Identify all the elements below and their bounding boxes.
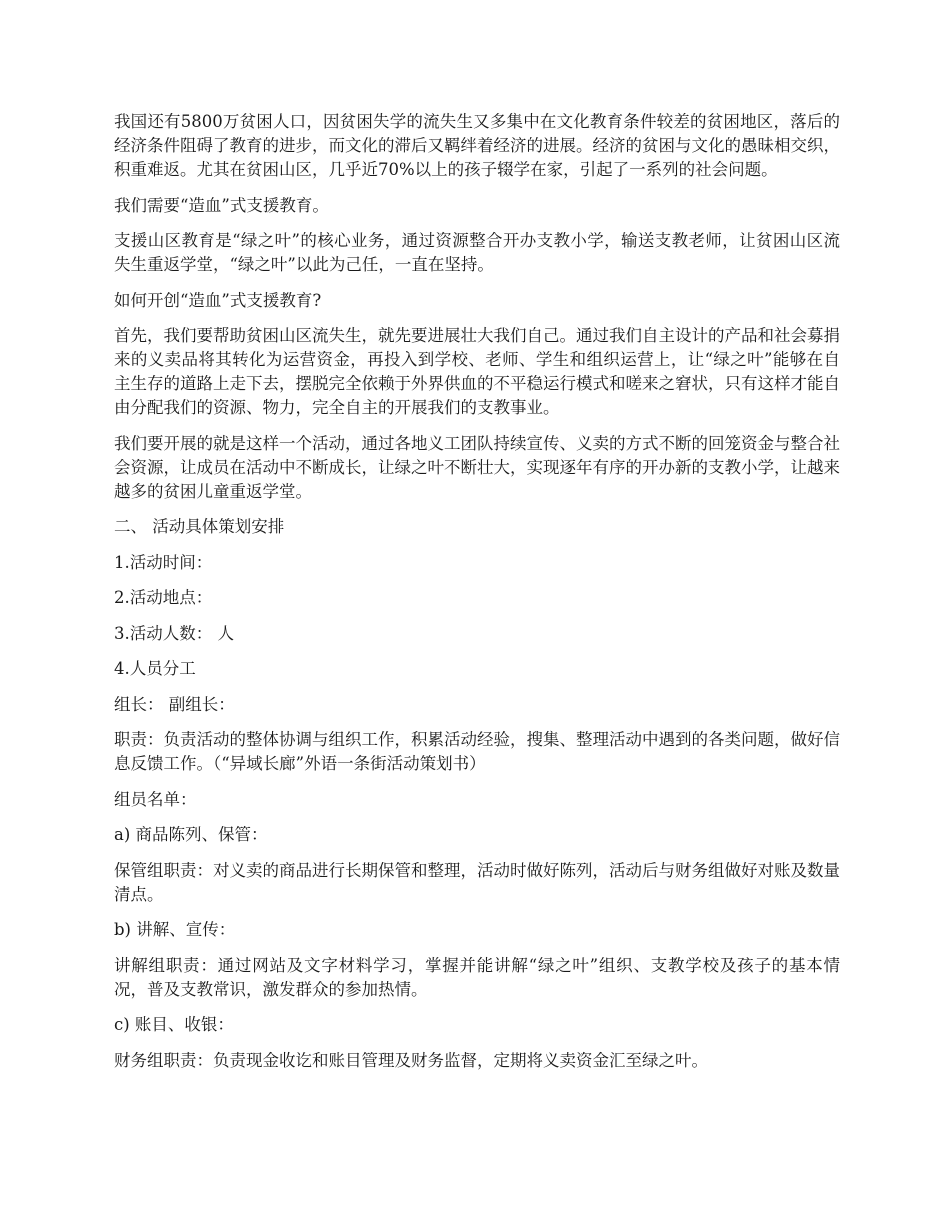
approach-paragraph: 首先，我们要帮助贫困山区流失生，就先要进展壮大我们自己。通过我们自主设计的产品和社会募捐来的义卖品将其转化为运营资金，再投入到学校、老师、学生和组织运营上，让“绿之叶”能够在自主生存的道路上走下去，摆脱完全依赖于外界供血的不平稳运行模式和嗟来之窘状，只有这样才能自由分配我们的资源、物力，完全自主的开展我们的支教事业。	[114, 326, 840, 417]
group-c-duties: 财务组职责：负责现金收讫和账目管理及财务监督，定期将义卖资金汇至绿之叶。	[114, 1050, 708, 1070]
question-heading: 如何开创“造血”式支援教育?	[114, 290, 322, 310]
activity-headcount-label: 3.活动人数： 人	[114, 623, 234, 643]
group-a-heading: a) 商品陈列、保管：	[114, 825, 268, 844]
document-page	[114, 110, 840, 1084]
member-list-label: 组员名单：	[114, 789, 197, 809]
activity-paragraph: 我们要开展的就是这样一个活动，通过各地义工团队持续宣传、义卖的方式不断的回笼资金与整合社会资源，让成员在活动中不断成长，让绿之叶不断壮大，实现逐年有序的开办新的支教小学，让越来越多的贫困儿童重返学堂。	[114, 433, 840, 501]
group-b-heading: b) 讲解、宣传：	[114, 920, 236, 939]
section-heading-plan: 二、 活动具体策划安排	[114, 517, 285, 536]
core-business-paragraph: 支援山区教育是“绿之叶”的核心业务，通过资源整合开办支教小学，输送支教老师，让贫困山区流失生重返学堂，“绿之叶”以此为己任，一直在坚持。	[114, 231, 840, 274]
group-a-duties: 保管组职责：对义卖的商品进行长期保管和整理，活动时做好陈列，活动后与财务组做好对账及数量清点。	[114, 860, 840, 904]
activity-location-label: 2.活动地点：	[114, 588, 213, 607]
group-c-heading: c) 账目、收银：	[114, 1015, 234, 1034]
need-statement: 我们需要“造血”式支援教育。	[114, 195, 329, 215]
staffing-heading: 4.人员分工	[114, 659, 196, 678]
intro-paragraph: 我国还有5800万贫困人口，因贫困失学的流失生又多集中在文化教育条件较差的贫困地区，落后的经济条件阻碍了教育的进步，而文化的滞后又羁绊着经济的进展。经济的贫困与文化的愚昧相交织，积重难返。尤其在贫困山区，几乎近70%以上的孩子辍学在家，引起了一系列的社会问题。	[114, 112, 840, 179]
leader-duties-paragraph: 职责：负责活动的整体协调与组织工作，积累活动经验，搜集、整理活动中遇到的各类问题，做好信息反馈工作。（“异域长廊”外语一条街活动策划书）	[114, 730, 840, 773]
leader-line: 组长： 副组长：	[114, 694, 235, 714]
activity-time-label: 1.活动时间：	[114, 552, 213, 572]
group-b-duties: 讲解组职责：通过网站及文字材料学习，掌握并能讲解“绿之叶”组织、支教学校及孩子的基本情况，普及支教常识，激发群众的参加热情。	[114, 955, 840, 999]
